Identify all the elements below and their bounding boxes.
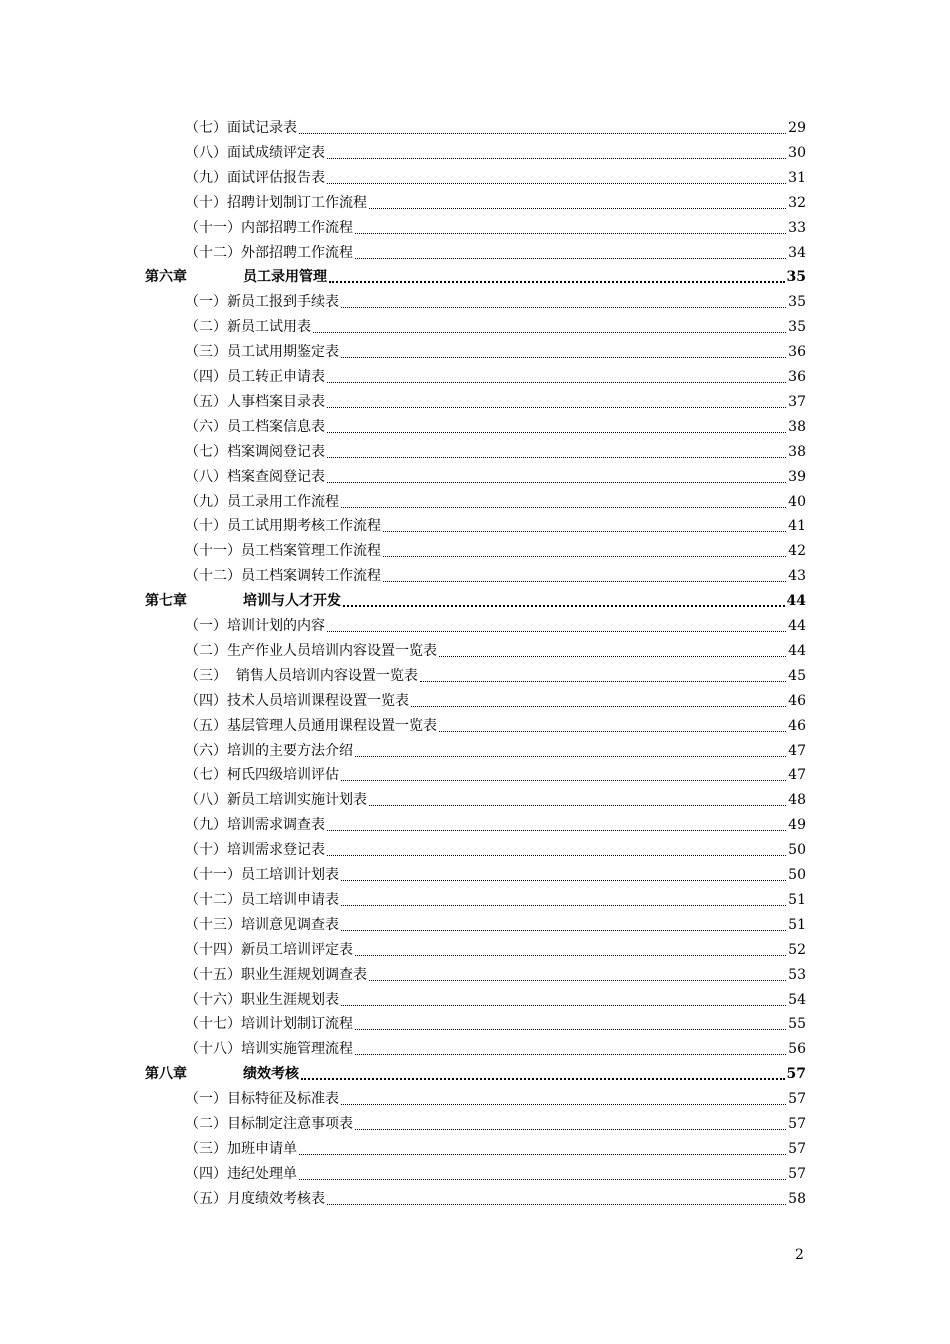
toc-page-number: 57 [788,1116,806,1132]
toc-chapter-entry[interactable] [145,588,806,610]
toc-entry[interactable] [185,912,806,934]
toc-entry[interactable] [185,190,806,212]
dot-leader [299,1179,786,1180]
toc-entry[interactable] [185,513,806,535]
toc-page-number: 47 [788,767,806,784]
toc-entry[interactable] [185,563,806,585]
toc-page-number: 44 [786,593,806,610]
dot-leader [327,855,786,856]
toc-chapter-label [145,1066,299,1083]
dot-leader [341,307,786,308]
toc-entry-label: （一）新员工报到手续表 [185,294,339,311]
dot-leader [327,631,786,632]
toc-entry-label: （十）员工试用期考核工作流程 [185,518,381,535]
toc-entry-label: （八）新员工培训实施计划表 [185,792,367,809]
toc-entry-label: （九）培训需求调查表 [185,817,325,834]
toc-chapter-label [145,593,341,610]
toc-page-number: 43 [788,568,806,585]
dot-leader [341,905,786,906]
toc-entry-label: （十四）新员工培训评定表 [185,941,353,958]
toc-entry-label: （十）招聘计划制订工作流程 [185,194,367,211]
toc-page-number: 49 [788,817,806,834]
toc-page-number: 57 [788,1091,806,1108]
toc-page-number: 31 [788,169,806,186]
toc-page-number: 50 [788,842,806,859]
toc-entry-label: （九）面试评估报告表 [185,169,325,186]
dot-leader [327,382,786,383]
toc-page-number: 39 [788,468,806,485]
toc-entry-label: （四）员工转正申请表 [185,369,325,385]
toc-entry-label: （六）培训的主要方法介绍 [185,742,353,759]
toc-page-number: 52 [788,941,806,958]
toc-entry[interactable] [185,1161,806,1183]
chapter-number: 第六章 [145,269,187,286]
dot-leader [341,930,786,931]
toc-page-number: 35 [788,294,806,311]
dot-leader [439,731,786,732]
dot-leader [341,357,786,358]
toc-entry-label: （一）培训计划的内容 [185,618,325,634]
toc-entry[interactable] [185,688,806,710]
toc-entry[interactable] [185,289,806,311]
toc-entry[interactable] [185,638,806,660]
toc-entry-label: （五）基层管理人员通用课程设置一览表 [185,717,437,734]
chapter-number: 第八章 [145,1066,187,1083]
toc-page-number: 38 [788,418,806,435]
dot-leader [439,656,786,657]
toc-entry[interactable] [185,887,806,909]
toc-entry-label: （十二）外部招聘工作流程 [185,244,353,261]
dot-leader [369,208,786,209]
toc-entry[interactable] [185,115,806,137]
dot-leader [313,332,786,333]
toc-entry[interactable] [185,1186,806,1208]
toc-entry-label: （一）目标特征及标准表 [185,1091,339,1108]
toc-page-number: 46 [788,717,806,734]
toc-entry-label: （十一）内部招聘工作流程 [185,219,353,236]
toc-entry-label: （八）面试成绩评定表 [185,144,325,161]
dot-leader [341,1005,786,1006]
dot-leader [383,531,786,532]
dot-leader [383,581,786,582]
toc-entry-label: （七）档案调阅登记表 [185,443,325,460]
toc-entry[interactable] [185,1086,806,1108]
chapter-title: 培训与人才开发 [243,593,341,610]
toc-entry[interactable] [185,364,806,386]
toc-page-number: 33 [788,219,806,236]
dot-leader [299,133,786,134]
toc-chapter-entry[interactable] [145,1061,806,1083]
dot-leader [327,407,786,408]
toc-page-number: 48 [788,792,806,809]
chapter-title: 绩效考核 [243,1066,299,1083]
toc-entry[interactable] [185,339,806,361]
dot-leader [329,281,785,283]
dot-leader [355,1129,786,1130]
toc-page-number: 32 [788,194,806,211]
dot-leader [383,556,786,557]
toc-page-number: 55 [788,1016,806,1033]
dot-leader [299,1154,786,1155]
dot-leader [411,706,786,707]
toc-entry-label: （十二）员工培训申请表 [185,891,339,908]
toc-page-number: 57 [786,1066,806,1083]
toc-entry-label: （五）人事档案目录表 [185,393,325,410]
dot-leader [327,183,786,184]
dot-leader [341,780,786,781]
toc-page-number: 30 [788,144,806,161]
toc-page-number: 35 [786,269,806,286]
toc-entry-label: （十三）培训意见调查表 [185,916,339,933]
toc-page-number: 35 [788,319,806,336]
toc-page-number: 37 [788,393,806,410]
toc-page-number: 29 [788,120,806,136]
toc-entry-label: （三） 销售人员培训内容设置一览表 [185,667,418,684]
dot-leader [327,432,786,433]
toc-entry[interactable] [185,787,806,809]
toc-page-number: 54 [788,991,806,1008]
toc-page-number: 57 [788,1165,806,1182]
dot-leader [355,258,786,259]
toc-entry[interactable] [185,1111,806,1133]
toc-entry-label: （八）档案查阅登记表 [185,468,325,485]
dot-leader [369,805,786,806]
dot-leader [301,1078,785,1080]
page-number: 2 [795,1247,804,1263]
toc-page-number: 45 [788,667,806,684]
toc-entry-label: （十一）员工档案管理工作流程 [185,543,381,560]
toc-entry[interactable] [185,837,806,859]
dot-leader [327,1204,786,1205]
toc-entry[interactable] [185,1011,806,1033]
toc-entry[interactable] [185,663,806,685]
dot-leader [369,980,786,981]
toc-entry[interactable] [185,812,806,834]
toc-entry[interactable] [185,314,806,336]
toc-entry-label: （二）生产作业人员培训内容设置一览表 [185,642,437,659]
toc-entry-label: （二）新员工试用表 [185,319,311,336]
toc-chapter-label [145,269,327,286]
toc-page-number: 51 [788,891,806,908]
toc-page-number: 38 [788,443,806,460]
toc-entry-label: （十二）员工档案调转工作流程 [185,568,381,585]
dot-leader [327,158,786,159]
toc-entry[interactable] [185,937,806,959]
toc-entry-label: （九）员工录用工作流程 [185,493,339,510]
toc-entry[interactable] [185,240,806,262]
toc-entry-label: （十）培训需求登记表 [185,842,325,859]
toc-entry[interactable] [185,962,806,984]
toc-entry-label: （二）目标制定注意事项表 [185,1116,353,1132]
toc-entry[interactable] [185,762,806,784]
toc-entry[interactable] [185,1036,806,1058]
toc-entry-label: （六）员工档案信息表 [185,418,325,435]
toc-page-number: 41 [788,518,806,535]
toc-entry-label: （七）柯氏四级培训评估 [185,767,339,784]
toc-page-number: 42 [788,543,806,560]
toc-page-number: 58 [788,1190,806,1207]
dot-leader [327,830,786,831]
dot-leader [420,681,786,682]
dot-leader [343,605,785,607]
dot-leader [341,880,786,881]
chapter-number: 第七章 [145,593,187,610]
toc-entry[interactable] [185,613,806,635]
toc-chapter-entry[interactable] [145,264,806,286]
toc-entry-label: （三）员工试用期鉴定表 [185,344,339,361]
toc-entry[interactable] [185,862,806,884]
toc-page-number: 44 [788,642,806,659]
toc-entry[interactable] [185,489,806,511]
toc-entry-label: （十五）职业生涯规划调查表 [185,966,367,983]
toc-page-number: 57 [788,1140,806,1157]
dot-leader [327,482,786,483]
toc-entry-label: （十七）培训计划制订流程 [185,1016,353,1033]
toc-entry[interactable] [185,464,806,486]
toc-page-number: 36 [788,344,806,361]
toc-page-number: 46 [788,692,806,709]
dot-leader [341,1104,786,1105]
dot-leader [355,955,786,956]
toc-entry[interactable] [185,439,806,461]
toc-entry[interactable] [185,414,806,436]
toc-entry-label: （十八）培训实施管理流程 [185,1041,353,1058]
toc-entry-label: （十六）职业生涯规划表 [185,991,339,1008]
toc-entry-label: （三）加班申请单 [185,1140,297,1157]
toc-entry-label: （四）技术人员培训课程设置一览表 [185,692,409,709]
toc-entry[interactable] [185,140,806,162]
toc-entry[interactable] [185,538,806,560]
dot-leader [355,1054,786,1055]
toc-page-number: 40 [788,493,806,510]
dot-leader [355,233,786,234]
dot-leader [327,457,786,458]
chapter-title: 员工录用管理 [243,269,327,286]
toc-page-number: 56 [788,1041,806,1058]
toc-entry[interactable] [185,738,806,760]
toc-page-number: 34 [788,244,806,261]
toc-page-number: 53 [788,966,806,983]
toc-entry[interactable] [185,713,806,735]
toc-entry-label: （五）月度绩效考核表 [185,1190,325,1207]
toc-page-number: 36 [788,369,806,385]
toc-entry[interactable] [185,987,806,1009]
dot-leader [355,1029,786,1030]
toc-entry[interactable] [185,165,806,187]
toc-page-number: 51 [788,916,806,933]
toc-entry[interactable] [185,389,806,411]
toc-entry[interactable] [185,215,806,237]
toc-entry-label: （十一）员工培训计划表 [185,867,339,883]
dot-leader [341,507,786,508]
dot-leader [355,756,786,757]
toc-page-number: 44 [788,618,806,634]
toc-entry[interactable] [185,1136,806,1158]
toc-entry-label: （七）面试记录表 [185,120,297,136]
toc-entry-label: （四）违纪处理单 [185,1165,297,1182]
toc-page-number: 50 [788,867,806,883]
toc-page-number: 47 [788,742,806,759]
